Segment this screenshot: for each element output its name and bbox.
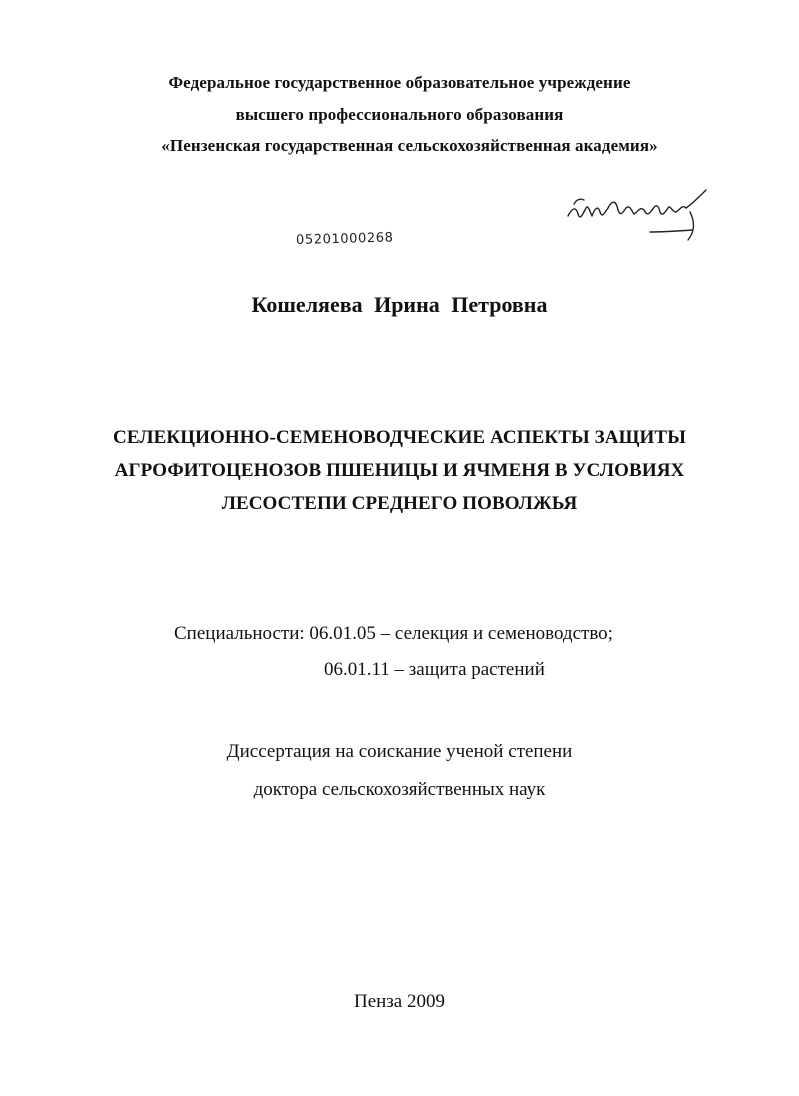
dissertation-title-line-3: ЛЕСОСТЕПИ СРЕДНЕГО ПОВОЛЖЬЯ	[221, 493, 578, 514]
degree-line-2: доктора сельскохозяйственных наук	[253, 779, 546, 800]
author-name: Кошеляева Ирина Петровна	[251, 292, 548, 317]
institution-line-1: Федеральное государственное образовательное учреждение	[168, 73, 631, 92]
specialty-line-1: Специальности: 06.01.05 – селекция и семеноводство;	[174, 623, 613, 644]
degree-line-1: Диссертация на соискание ученой степени	[226, 741, 573, 762]
institution-line-3: «Пензенская государственная сельскохозяйственная академия»	[161, 136, 658, 155]
dissertation-title-line-2: АГРОФИТОЦЕНОЗОВ ПШЕНИЦЫ И ЯЧМЕНЯ В УСЛОВИЯХ	[114, 460, 685, 481]
handwritten-signature	[560, 186, 720, 250]
specialty-line-2: 06.01.11 – защита растений	[324, 659, 545, 680]
registry-number: 05201000268	[295, 230, 394, 248]
place-and-year: Пенза 2009	[353, 991, 445, 1012]
institution-line-2: высшего профессионального образования	[235, 105, 564, 124]
dissertation-title-line-1: СЕЛЕКЦИОННО-СЕМЕНОВОДЧЕСКИЕ АСПЕКТЫ ЗАЩИТЫ	[113, 427, 686, 448]
